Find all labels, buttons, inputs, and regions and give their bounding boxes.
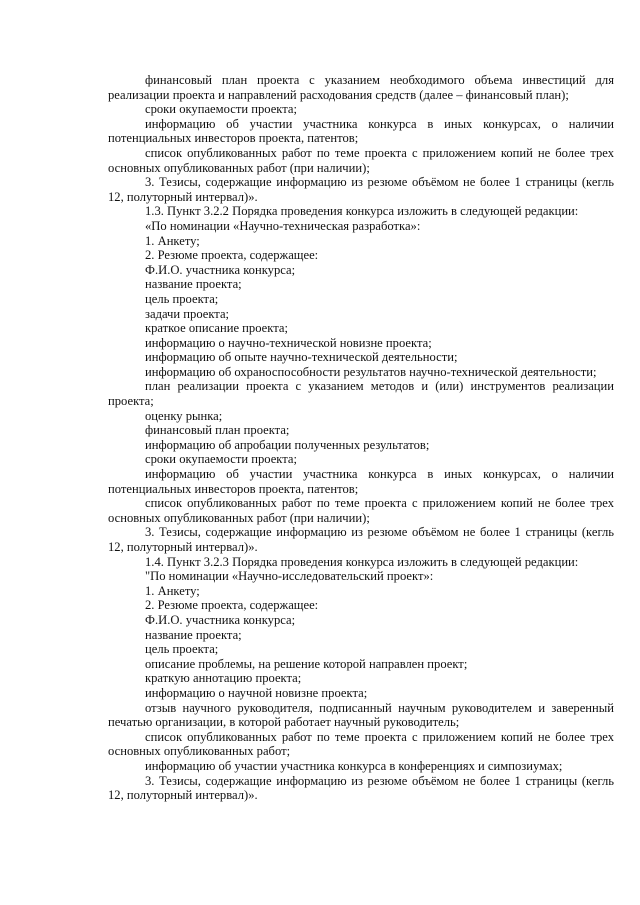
document-paragraph: название проекта; — [145, 627, 242, 642]
document-paragraph: информацию об опыте научно-технической деятельности; — [145, 350, 458, 365]
document-paragraph: информацию об апробации полученных результатов; — [145, 437, 430, 452]
document-paragraph: название проекта; — [145, 277, 242, 292]
document-paragraph: краткое описание проекта; — [145, 321, 288, 336]
document-paragraph: сроки окупаемости проекта; — [145, 452, 297, 467]
document-paragraph: Ф.И.О. участника конкурса; — [145, 262, 296, 277]
document-paragraph: 2. Резюме проекта, содержащее: — [145, 248, 319, 263]
document-paragraph: план реализации проекта с указанием методов и (или) инструментов реализации проекта; — [108, 379, 614, 409]
document-paragraph: 1.4. Пункт 3.2.3 Порядка проведения конкурса изложить в следующей редакции: — [145, 554, 579, 569]
document-paragraph: оценку рынка; — [145, 408, 223, 423]
document-paragraph: цель проекта; — [145, 291, 219, 306]
document-paragraph: информацию о научно-технической новизне проекта; — [145, 335, 432, 350]
document-paragraph: 1. Анкету; — [145, 583, 200, 598]
document-paragraph: задачи проекта; — [145, 306, 230, 321]
document-paragraph: информацию об участии участника конкурса в иных конкурсах, о наличии потенциальных инвесторов проекта, патентов; — [108, 467, 614, 496]
document-paragraph: «По номинации «Научно-техническая разработка»: — [145, 218, 421, 233]
document-paragraph: финансовый план проекта с указанием необходимого объема инвестиций для реализации проекта и направлений расходования средств (далее – финансовый план); — [108, 73, 614, 102]
document-paragraph: 2. Резюме проекта, содержащее: — [145, 598, 319, 613]
document-paragraph: список опубликованных работ по теме проекта с приложением копий не более трех основных опубликованных работ (при наличии); — [108, 145, 614, 175]
document-paragraph: сроки окупаемости проекта; — [145, 102, 297, 117]
document-paragraph: Ф.И.О. участника конкурса; — [145, 612, 296, 627]
document-paragraph: 3. Тезисы, содержащие информацию из резюме объёмом не более 1 страницы (кегль 12, полуторный интервал)». — [108, 525, 614, 554]
document-paragraph: информацию об участии участника конкурса в иных конкурсах, о наличии потенциальных инвесторов проекта, патентов; — [108, 116, 614, 146]
document-paragraph: "По номинации «Научно-исследовательский проект»: — [145, 569, 434, 584]
document-paragraph: 1.3. Пункт 3.2.2 Порядка проведения конкурса изложить в следующей редакции: — [145, 204, 579, 219]
document-paragraph: цель проекта; — [145, 642, 219, 657]
document-paragraph: описание проблемы, на решение которой направлен проект; — [145, 656, 468, 671]
document-paragraph: краткую аннотацию проекта; — [145, 671, 302, 686]
document-paragraph: отзыв научного руководителя, подписанный научным руководителем и заверенный печатью организации, в которой работает научный руководитель; — [108, 700, 614, 730]
document-paragraph: список опубликованных работ по теме проекта с приложением копий не более трех основных опубликованных работ (при наличии); — [108, 496, 614, 525]
document-paragraph: информацию о научной новизне проекта; — [145, 685, 368, 700]
document-paragraph: список опубликованных работ по теме проекта с приложением копий не более трех основных опубликованных работ; — [108, 729, 614, 759]
document-paragraph: финансовый план проекта; — [145, 423, 290, 438]
document-paragraph: 3. Тезисы, содержащие информацию из резюме объёмом не более 1 страницы (кегль 12, полуторный интервал)». — [108, 773, 614, 803]
document-paragraph: информацию об охраноспособности результатов научно-технической деятельности; — [145, 364, 597, 379]
document-paragraph: 3. Тезисы, содержащие информацию из резюме объёмом не более 1 страницы (кегль 12, полуторный интервал)». — [108, 175, 614, 204]
document-body — [108, 73, 614, 803]
document-paragraph: информацию об участии участника конкурса в конференциях и симпозиумах; — [145, 758, 563, 773]
document-paragraph: 1. Анкету; — [145, 233, 200, 248]
